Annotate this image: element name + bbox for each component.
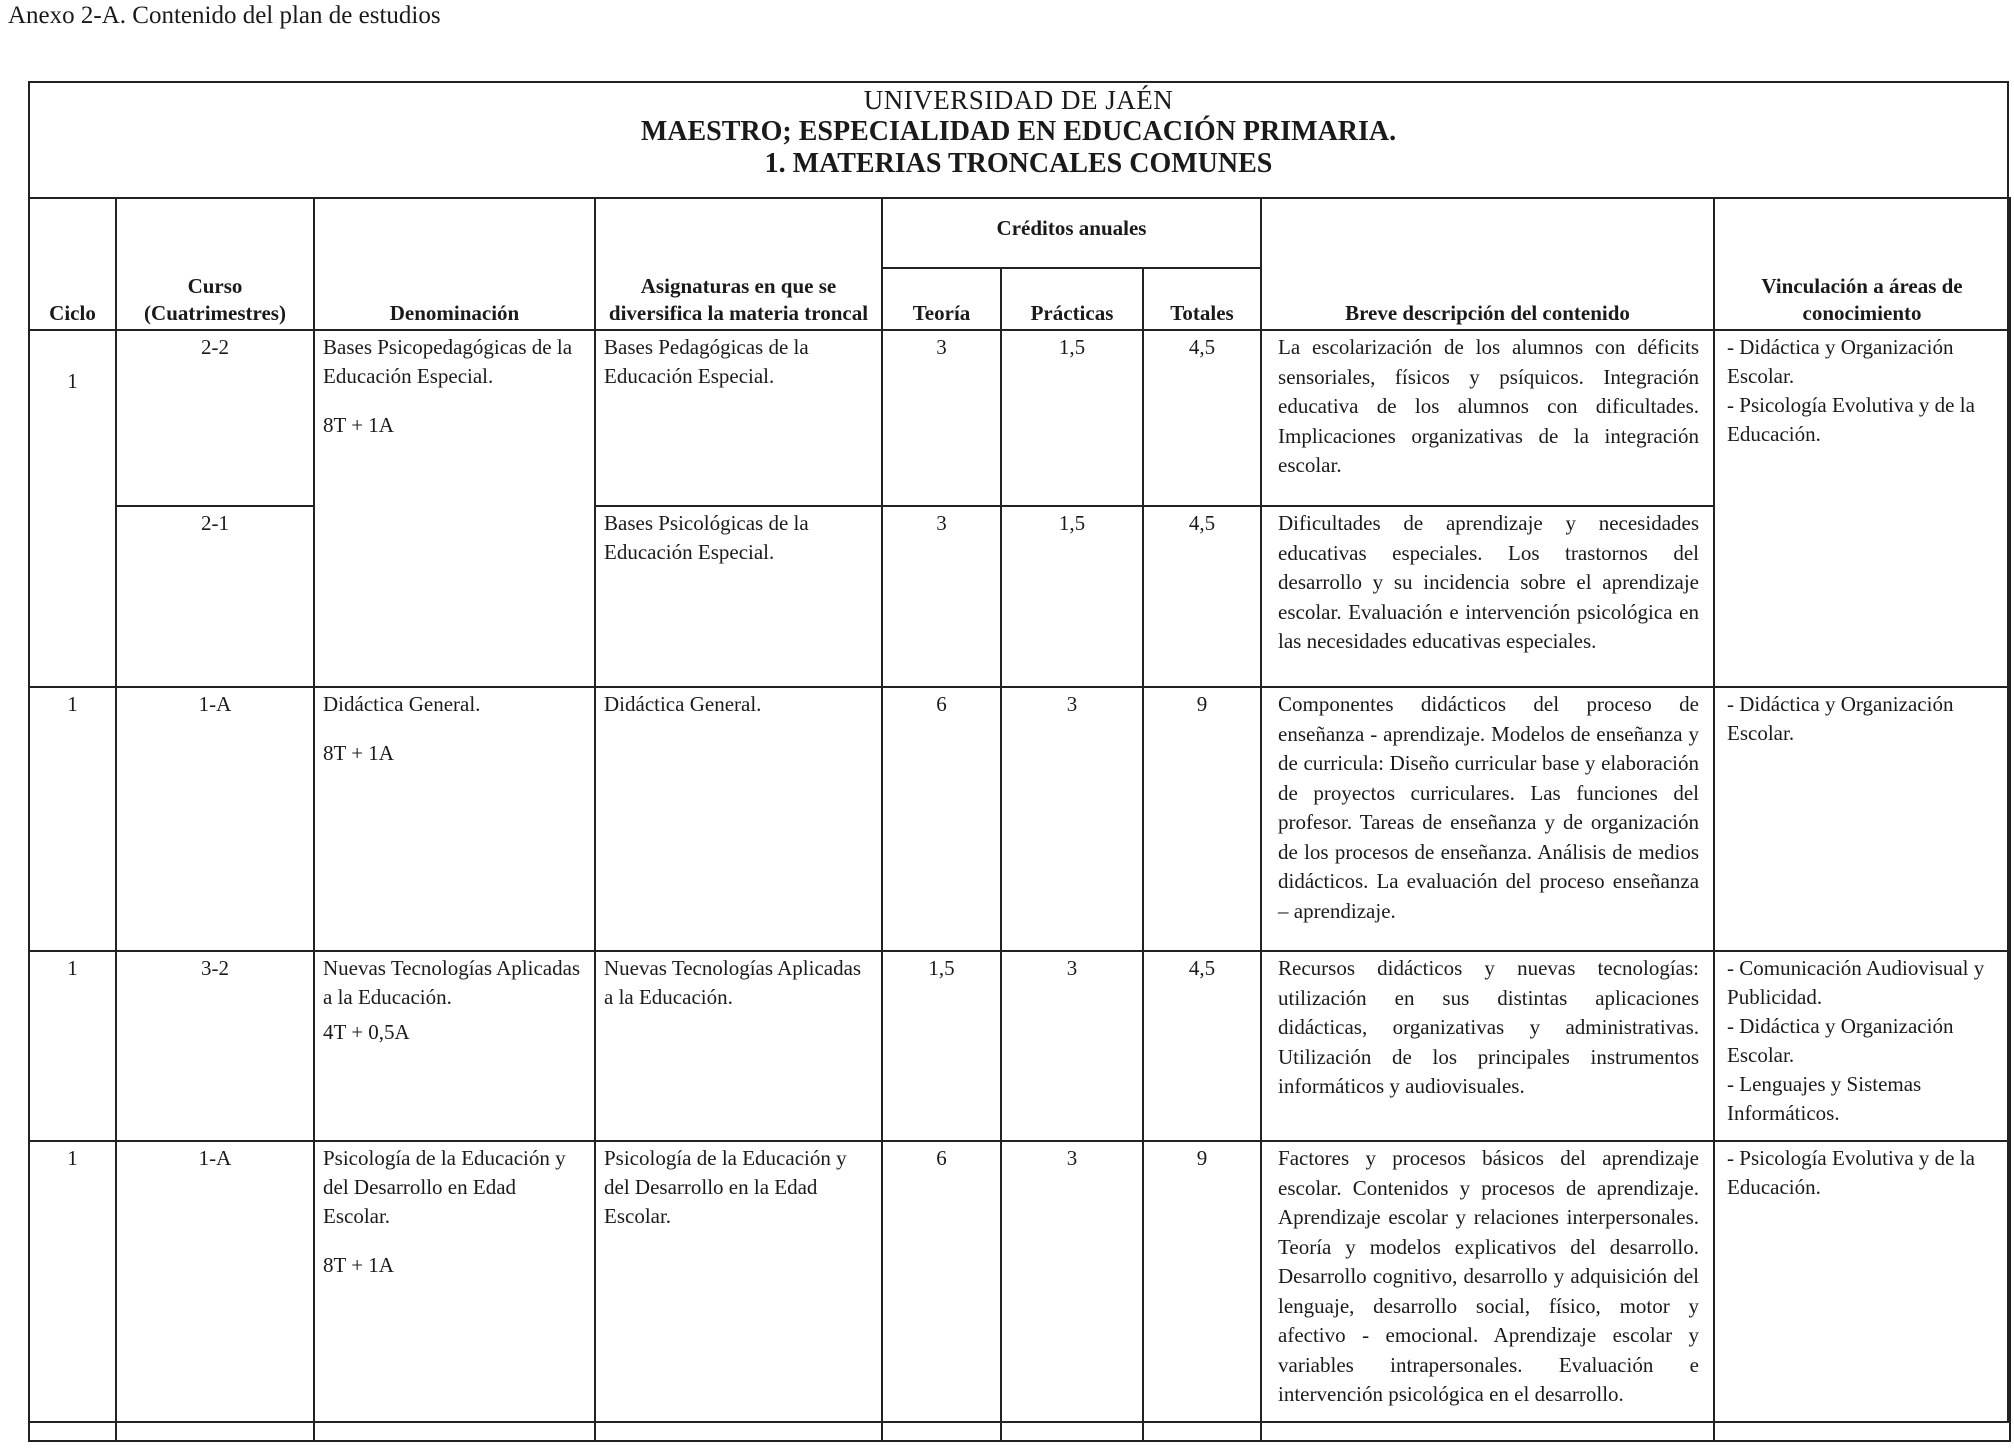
cell-vinculacion [1714,330,2010,687]
cell-ciclo: 1 [29,687,116,951]
col-creditos: Créditos anuales [882,198,1261,268]
table-row [29,330,2010,506]
vinculacion-item: - Lenguajes y Sistemas Informáticos. [1727,1072,1922,1125]
cell-teoria: 3 [882,506,1001,687]
cell-vinculacion [1714,687,2010,951]
annex-title: Anexo 2-A. Contenido del plan de estudios [8,2,441,29]
cell-teoria: 6 [882,1141,1001,1441]
cell-curso: 1-A [116,687,314,951]
cell-practicas: 1,5 [1001,330,1143,506]
col-ciclo: Ciclo [29,198,116,330]
curriculum-table [28,197,2011,1442]
cell-denominacion [314,330,595,687]
denominacion-credits: 8T + 1A [323,741,394,765]
denominacion-credits: 8T + 1A [323,413,394,437]
cell-curso: 2-1 [116,506,314,687]
cell-descripcion: Componentes didácticos del proceso de enseñanza - aprendizaje. Modelos de enseñanza y de curricula: Diseño curricular base y elaboración de proyectos curriculares. Las funciones del profesor. Tareas de enseñanza y de organización de los procesos de enseñanza. Análisis de medios didácticos. La evaluación del proceso enseñanza – aprendizaje. [1261,687,1714,951]
cell-totales: 9 [1143,1141,1261,1441]
cell-denominacion [314,951,595,1141]
cell-descripcion: La escolarización de los alumnos con déficits sensoriales, físicos y psíquicos. Integración educativa de los alumnos con dificultades. Implicaciones organizativas de la integración escolar. [1261,330,1714,506]
col-teoria: Teoría [882,268,1001,330]
cell-teoria: 1,5 [882,951,1001,1141]
curriculum-sheet [28,81,2009,1423]
col-curso [116,198,314,330]
cell-asignatura: Didáctica General. [595,687,882,951]
cell-teoria: 6 [882,687,1001,951]
vinculacion-item: - Didáctica y Organización Escolar. [1727,1014,1954,1067]
col-denominacion: Denominación [314,198,595,330]
col-curso-line1: Curso [187,274,243,298]
cell-asignatura: Nuevas Tecnologías Aplicadas a la Educación. [595,951,882,1141]
cell-vinculacion [1714,951,2010,1141]
vinculacion-item: - Psicología Evolutiva y de la Educación. [1727,393,1975,446]
cell-curso: 1-A [116,1141,314,1441]
table-header-block [30,83,2007,199]
denominacion-credits: 8T + 1A [323,1253,394,1277]
col-descripcion: Breve descripción del contenido [1261,198,1714,330]
cell-descripcion: Factores y procesos básicos del aprendizaje escolar. Contenidos y procesos de aprendizaje. Aprendizaje escolar y relaciones interpersonales. Teoría y modelos explicativos del desarrollo. Desarrollo cognitivo, desarrollo y adquisición del lenguaje, desarrollo social, físico, motor y afectivo - emocional. Aprendizaje escolar y variables intrapersonales. Evaluación e intervención psicológica en el desarrollo. [1261,1141,1714,1441]
cell-asignatura: Bases Pedagógicas de la Educación Especial. [595,330,882,506]
cell-totales: 4,5 [1143,330,1261,506]
vinculacion-item: - Psicología Evolutiva y de la Educación. [1727,1146,1975,1199]
cell-totales: 4,5 [1143,951,1261,1141]
denominacion-text: Didáctica General. [323,692,481,716]
cell-denominacion [314,687,595,951]
vinculacion-item: - Didáctica y Organización Escolar. [1727,335,1954,388]
cell-practicas: 3 [1001,687,1143,951]
cell-descripcion: Dificultades de aprendizaje y necesidades educativas especiales. Los trastornos del desarrollo y su incidencia sobre el aprendizaje escolar. Evaluación e intervención psicológica en las necesidades educativas especiales. [1261,506,1714,687]
col-vinculacion: Vinculación a áreas de conocimiento [1714,198,2010,330]
vinculacion-item: - Comunicación Audiovisual y Publicidad. [1727,956,1985,1009]
degree-title: MAESTRO; ESPECIALIDAD EN EDUCACIÓN PRIMARIA. [640,116,1397,147]
vinculacion-item: - Didáctica y Organización Escolar. [1727,692,1954,745]
cell-totales: 4,5 [1143,506,1261,687]
col-curso-line2: (Cuatrimestres) [144,301,286,325]
cell-practicas: 1,5 [1001,506,1143,687]
denominacion-text: Bases Psicopedagógicas de la Educación Especial. [323,335,573,388]
col-totales: Totales [1143,268,1261,330]
cell-totales: 9 [1143,687,1261,951]
cell-practicas: 3 [1001,1141,1143,1441]
cell-denominacion [314,1141,595,1441]
cell-descripcion: Recursos didácticos y nuevas tecnologías: utilización en sus distintas aplicaciones didácticas, organizativas y administrativas. Utilización de los principales instrumentos informáticos y audiovisuales. [1261,951,1714,1141]
table-row [29,687,2010,951]
cell-teoria: 3 [882,330,1001,506]
cell-asignatura: Bases Psicológicas de la Educación Especial. [595,506,882,687]
denominacion-text: Nuevas Tecnologías Aplicadas a la Educación. [323,956,581,1009]
cell-ciclo: 1 [29,951,116,1141]
cell-curso: 2-2 [116,330,314,506]
section-title: 1. MATERIAS TRONCALES COMUNES [764,148,1273,179]
col-asignaturas: Asignaturas en que se diversifica la materia troncal [595,198,882,330]
cell-curso: 3-2 [116,951,314,1141]
cell-ciclo: 1 [29,330,116,687]
table-row [29,951,2010,1141]
table-row [29,1141,2010,1441]
cell-vinculacion [1714,1141,2010,1441]
cell-asignatura: Psicología de la Educación y del Desarrollo en la Edad Escolar. [595,1141,882,1441]
denominacion-text: Psicología de la Educación y del Desarrollo en Edad Escolar. [323,1146,566,1228]
cell-ciclo: 1 [29,1141,116,1441]
cell-practicas: 3 [1001,951,1143,1141]
university-title: UNIVERSIDAD DE JAÉN [863,85,1174,115]
col-practicas: Prácticas [1001,268,1143,330]
denominacion-credits: 4T + 0,5A [323,1020,410,1044]
